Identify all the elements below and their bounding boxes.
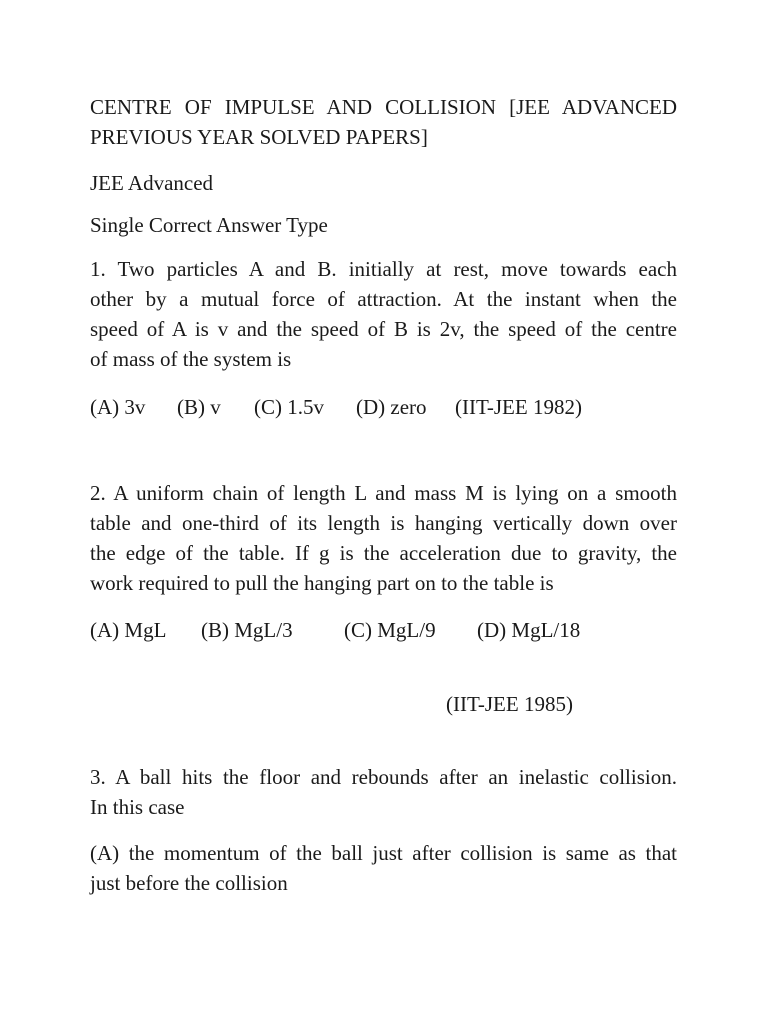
q1-source: (IIT-JEE 1982) xyxy=(455,395,582,419)
q3-text-line-2: In this case xyxy=(90,795,185,819)
q1-option-d: (D) zero xyxy=(356,395,427,419)
q2-text-line-2: table and one-third of its length is hanging vertically down over xyxy=(90,511,677,535)
q2-option-b: (B) MgL/3 xyxy=(201,618,293,642)
q1-text-line-2: other by a mutual force of attraction. At the instant when the xyxy=(90,287,677,311)
q1-text-line-3: speed of A is v and the speed of B is 2v, the speed of the centre xyxy=(90,317,677,341)
q2-text-line-1: 2. A uniform chain of length L and mass M is lying on a smooth xyxy=(90,481,677,505)
exam-heading: JEE Advanced xyxy=(90,171,214,195)
q1-option-a: (A) 3v xyxy=(90,395,146,419)
q2-option-c: (C) MgL/9 xyxy=(344,618,436,642)
section-heading: Single Correct Answer Type xyxy=(90,213,328,237)
q3-option-a-line-1: (A) the momentum of the ball just after collision is same as that xyxy=(90,841,677,865)
q1-text-line-1: 1. Two particles A and B. initially at rest, move towards each xyxy=(90,257,677,281)
document-title-line-1: CENTRE OF IMPULSE AND COLLISION [JEE ADVANCED xyxy=(90,95,677,119)
q2-text-line-3: the edge of the table. If g is the acceleration due to gravity, the xyxy=(90,541,677,565)
document-title-line-2: PREVIOUS YEAR SOLVED PAPERS] xyxy=(90,125,428,149)
q3-option-a-line-2: just before the collision xyxy=(90,871,288,895)
q2-text-line-4: work required to pull the hanging part on to the table is xyxy=(90,571,554,595)
q1-option-b: (B) v xyxy=(177,395,221,419)
q3-text-line-1: 3. A ball hits the floor and rebounds after an inelastic collision. xyxy=(90,765,677,789)
q1-text-line-4: of mass of the system is xyxy=(90,347,292,371)
q2-option-d: (D) MgL/18 xyxy=(477,618,581,642)
q2-option-a: (A) MgL xyxy=(90,618,167,642)
q1-option-c: (C) 1.5v xyxy=(254,395,324,419)
q2-source: (IIT-JEE 1985) xyxy=(446,692,573,716)
